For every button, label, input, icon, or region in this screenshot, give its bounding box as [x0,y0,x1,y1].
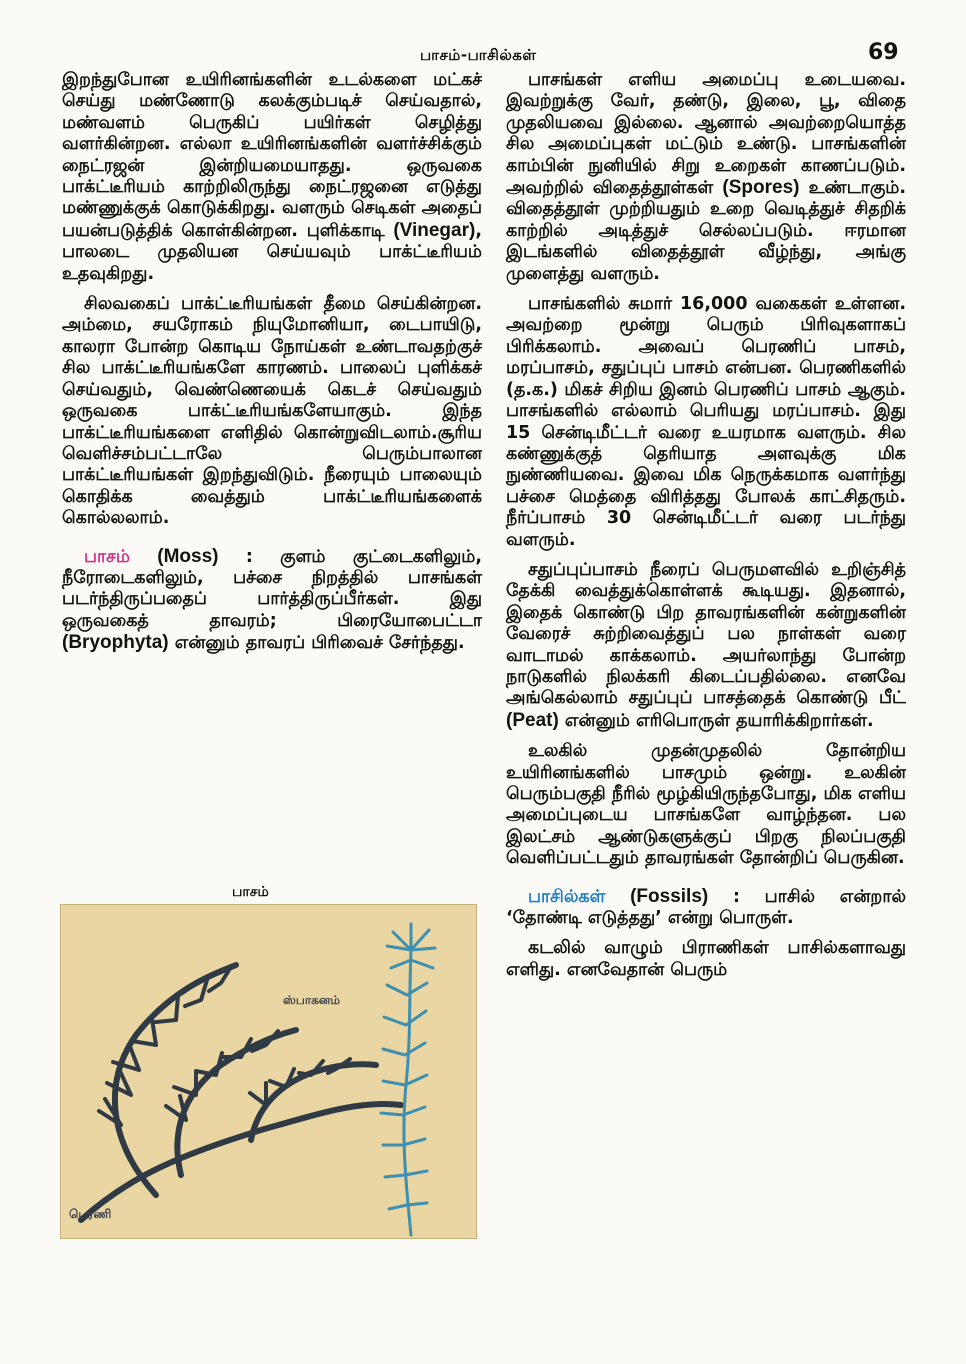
term-vinegar: (Vinegar) [393,219,476,241]
paragraph-moss-history: உலகில் முதன்முதலில் தோன்றிய உயிரினங்களில் பாசமும் ஒன்று. உலகின் பெரும்பகுதி நீரில் மூழ்கியிருந்தபோது, மிக எளிய அமைப்புடைய பாசங்களே வாழ்ந்தன. பல இலட்சம் ஆண்டுகளுக்குப் பிறகு நிலப்பகுதி வெளிப்பட்டதும் தாவரங்கள் தோன்றிப் பெருகின. [506,741,906,869]
figure-title: பாசம் [232,884,269,900]
paragraph-bacteria-harm: சிலவகைப் பாக்ட்டீரியங்கள் தீமை செய்கின்றன. அம்மை, சயரோகம் நியுமோனியா, டைபாயிடு, காலரா போன்ற கொடிய நோய்கள் உண்டாவதற்குச் சில பாக்ட்டீரியங்களே காரணம். பாலைப் புளிக்கச் செய்வதும், வெண்ணெயைக் கெடச் செய்வதும் ஒருவகை பாக்ட்டீரியங்களேயாகும். இந்த பாக்ட்டீரியங்களை எளிதில் கொன்றுவிடலாம்.சூரிய வெளிச்சம்பட்டாலே பெரும்பாலான பாக்ட்டீரியங்கள் இறந்துவிடும். நீரையும் பாலையும் கொதிக்க வைத்தும் பாக்ட்டீரியங்களைக் கொல்லலாம். [62,294,482,529]
running-title: பாசம்-பாசில்கள் [420,46,537,64]
moss-plant [381,924,435,1235]
moss-illustration [60,904,477,1239]
term-bryophyta: (Bryophyta) [62,632,169,654]
moss-drawing [61,905,476,1238]
page-header [0,40,966,70]
paragraph-bog-moss: சதுப்புப்பாசம் நீரைப் பெருமளவில் உறிஞ்சித் தேக்கி வைத்துக்கொள்ளக் கூடியது. இதனால், இதைக் கொண்டு பிற தாவரங்களின் கன்றுகளின் வேரைச் சுற்றிவைத்துப் பல நாள்கள் வரை வாடாமல் காக்கலாம். அயர்லாந்து போன்ற நாடுகளில் நிலக்கரி கிடைப்பதில்லை. எனவே அங்கெல்லாம் சதுப்புப் பாசத்தைக் கொண்டு பீட் (Peat) என்னும் எரிபொருள் தயாரிக்கிறார்கள். [506,559,906,731]
term-spores: (Spores) [722,177,800,199]
term-peat: (Peat) [506,709,559,731]
label-frond: பெரணி [69,1207,112,1221]
page-number: 69 [868,40,899,65]
fern-leaflets [99,967,350,1125]
paragraph-moss-types: பாசங்களில் சுமார் 16,000 வகைகள் உள்ளன. அவற்றை மூன்று பெரும் பிரிவுகளாகப் பிரிக்கலாம். அவைப் பெரணிப் பாசம், மரப்பாசம், சதுப்புப் பாசம் என்பன. பெரணிகளில் (த.க.) மிகச் சிறிய இனம் பெரணிப் பாசம் ஆகும். பாசங்களில் எல்லாம் பெரியது மரப்பாசம். இது 15 சென்டிமீட்டர் வரை உயரமாக வளரும். சில கண்ணுக்குத் தெரியாத அளவுக்கு மிக நுண்ணியவை. இவை மிக நெருக்கமாக வளர்ந்து பச்சை மெத்தை விரித்தது போலக் காட்சிதரும். நீர்ப்பாசம் 30 சென்டிமீட்டர் வரை படர்ந்து வளரும். [506,294,906,550]
left-column [62,70,482,664]
paragraph-moss-structure: பாசங்கள் எளிய அமைப்பு உடையவை. இவற்றுக்கு வேர், தண்டு, இலை, பூ, விதை முதலியவை இல்லை. ஆனால் அவற்றையொத்த சில அமைப்புகள் மட்டும் உண்டு. பாசங்களின் காம்பின் நுனியில் சிறு உறைகள் காணப்படும். அவற்றில் விதைத்தூள்கள் (Spores) உண்டாகும். விதைத்தூள் முற்றியதும் உறை வெடித்துச் சிதறிக் காற்றில் அடித்துச் செல்லப்படும். ஈரமான இடங்களில் விதைத்தூள் வீழ்ந்து, அங்கு முளைத்து வளரும். [506,70,906,284]
section-fossils: பாசில்கள் (Fossils) : பாசில் என்றால் ‘தோண்டி எடுத்தது’ என்று பொருள். [506,885,906,929]
term-moss: பாசம் [84,546,130,567]
paragraph-bacteria-benefits: இறந்துபோன உயிரினங்களின் உடல்களை மட்கச் செய்து மண்ணோடு கலக்கும்படிச் செய்வதால், மண்வளம் பெருகிப் பயிர்கள் செழித்து வளர்கின்றன. எல்லா உயிரினங்களின் வளர்ச்சிக்கும் நைட்ரஜன் இன்றியமையாதது. ஒருவகை பாக்ட்டீரியம் காற்றிலிருந்து நைட்ரஜனை எடுத்து மண்ணுக்குக் கொடுக்கிறது. வளரும் செடிகள் அதைப் பயன்படுத்திக் கொள்கின்றன. புளிக்காடி (Vinegar), பாலடை முதலியன செய்யவும் பாக்ட்டீரியம் உதவுகிறது. [62,70,482,284]
paragraph-fossils-sea: கடலில் வாழும் பிராணிகள் பாசில்களாவது எளிது. எனவேதான் பெரும் [506,938,906,980]
section-moss: பாசம் (Moss) : குளம் குட்டைகளிலும், நீரோடைகளிலும், பச்சை நிறத்தில் பாசங்கள் படர்ந்திருப்பதைப் பார்த்திருப்பீர்கள். இது ஒருவகைத் தாவரம்; பிரையோபைட்டா (Bryophyta) என்னும் தாவரப் பிரிவைச் சேர்ந்தது. [62,545,483,654]
label-sporangium: ஸ்பாகனம் [283,993,341,1007]
right-column [506,70,906,990]
term-fossils-latin: (Fossils) [630,885,709,907]
term-moss-latin: (Moss) [157,545,219,567]
term-fossils: பாசில்கள் [528,886,606,907]
